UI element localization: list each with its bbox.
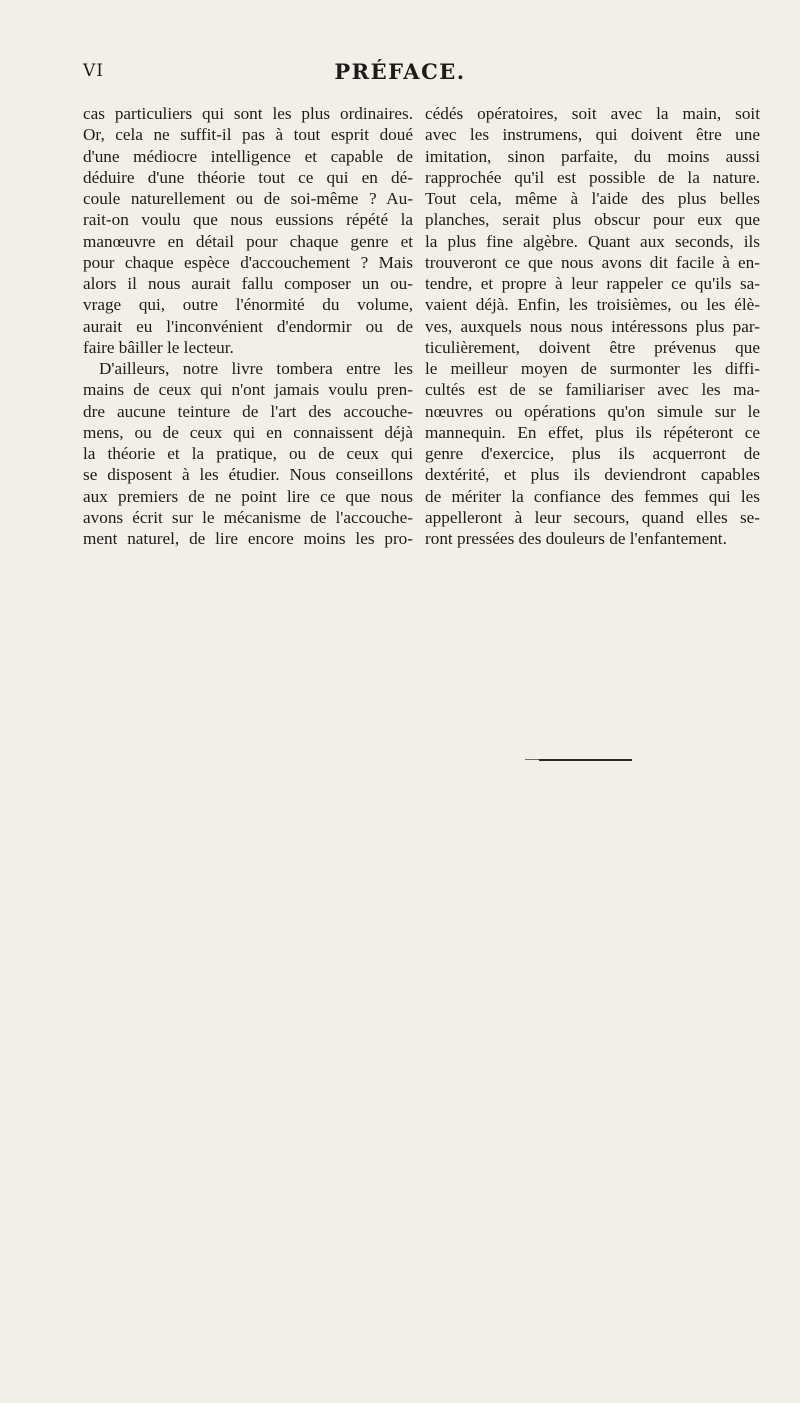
text-line: rapprochée qu'il est possible de la nature. bbox=[425, 167, 760, 187]
text-line: appelleront à leur secours, quand elles se- bbox=[425, 507, 760, 527]
text-line: ment naturel, de lire encore moins les pro- bbox=[83, 529, 413, 548]
text-line: nœuvres ou opérations qu'on simule sur le bbox=[425, 401, 760, 421]
text-line: la théorie et la pratique, ou de ceux qui bbox=[83, 444, 413, 463]
text-column-right bbox=[425, 103, 760, 549]
text-line: vrage qui, outre l'énormité du volume, bbox=[83, 295, 413, 315]
text-line: ves, auxquels nous nous intéressons plus par- bbox=[425, 316, 760, 336]
text-line: alors il nous aurait fallu composer un ou- bbox=[83, 274, 413, 293]
text-column-left bbox=[83, 103, 413, 549]
text-line: mannequin. En effet, plus ils répéteront ce bbox=[425, 422, 760, 442]
text-line: pour chaque espèce d'accouchement ? Mais bbox=[83, 252, 413, 272]
text-line: ront pressées des douleurs de l'enfantement. bbox=[425, 529, 727, 548]
page-number: VI bbox=[83, 61, 104, 81]
text-line: se disposent à les étudier. Nous conseillons bbox=[83, 465, 413, 485]
text-line: dre aucune teinture de l'art des accouche- bbox=[83, 401, 413, 421]
text-line: manœuvre en détail pour chaque genre et bbox=[83, 231, 413, 251]
text-line: rait-on voulu que nous eussions répété la bbox=[83, 210, 413, 230]
end-rule bbox=[539, 759, 632, 761]
text-line: trouveront ce que nous avons dit facile à en- bbox=[425, 252, 760, 272]
text-line: genre d'exercice, plus ils acquerront de bbox=[425, 444, 760, 463]
text-line: déduire d'une théorie tout ce qui en dé- bbox=[83, 167, 413, 187]
text-line: imitation, sinon parfaite, du moins aussi bbox=[425, 146, 760, 166]
text-line: aux premiers de ne point lire ce que nous bbox=[83, 486, 413, 506]
text-line: de mériter la confiance des femmes qui les bbox=[425, 486, 760, 506]
text-line: mens, ou de ceux qui en connaissent déjà bbox=[83, 422, 413, 442]
text-line: la plus fine algèbre. Quant aux seconds, ils bbox=[425, 231, 760, 251]
text-line: cédés opératoires, soit avec la main, soit bbox=[425, 104, 760, 123]
text-line: planches, serait plus obscur pour eux que bbox=[425, 210, 760, 230]
text-line: avec les instrumens, qui doivent être une bbox=[425, 125, 760, 145]
text-line: cultés est de se familiariser avec les ma- bbox=[425, 380, 760, 400]
text-line: avons écrit sur le mécanisme de l'accouche- bbox=[83, 507, 413, 527]
text-line: cas particuliers qui sont les plus ordinaires. bbox=[83, 104, 413, 123]
text-line: mains de ceux qui n'ont jamais voulu pren- bbox=[83, 380, 413, 400]
text-line: coule naturellement ou de soi-même ? Au- bbox=[83, 189, 413, 208]
text-line: faire bâiller le lecteur. bbox=[83, 337, 234, 357]
text-line: Tout cela, même à l'aide des plus belles bbox=[425, 189, 760, 208]
text-line: d'une médiocre intelligence et capable de bbox=[83, 146, 413, 166]
text-line: D'ailleurs, notre livre tombera entre les bbox=[99, 359, 413, 378]
text-line: tendre, et propre à leur rappeler ce qu'ils sa- bbox=[425, 274, 760, 293]
text-line: ticulièrement, doivent être prévenus que bbox=[425, 337, 760, 357]
running-title: PRÉFACE. bbox=[334, 59, 466, 84]
text-line: vaient déjà. Enfin, les troisièmes, ou les élè- bbox=[425, 295, 760, 315]
text-line: le meilleur moyen de surmonter les diffi- bbox=[425, 359, 760, 378]
text-line: dextérité, et plus ils deviendront capables bbox=[425, 465, 760, 485]
text-line: Or, cela ne suffit-il pas à tout esprit doué bbox=[83, 125, 413, 145]
text-line: aurait eu l'inconvénient d'endormir ou de bbox=[83, 316, 413, 336]
